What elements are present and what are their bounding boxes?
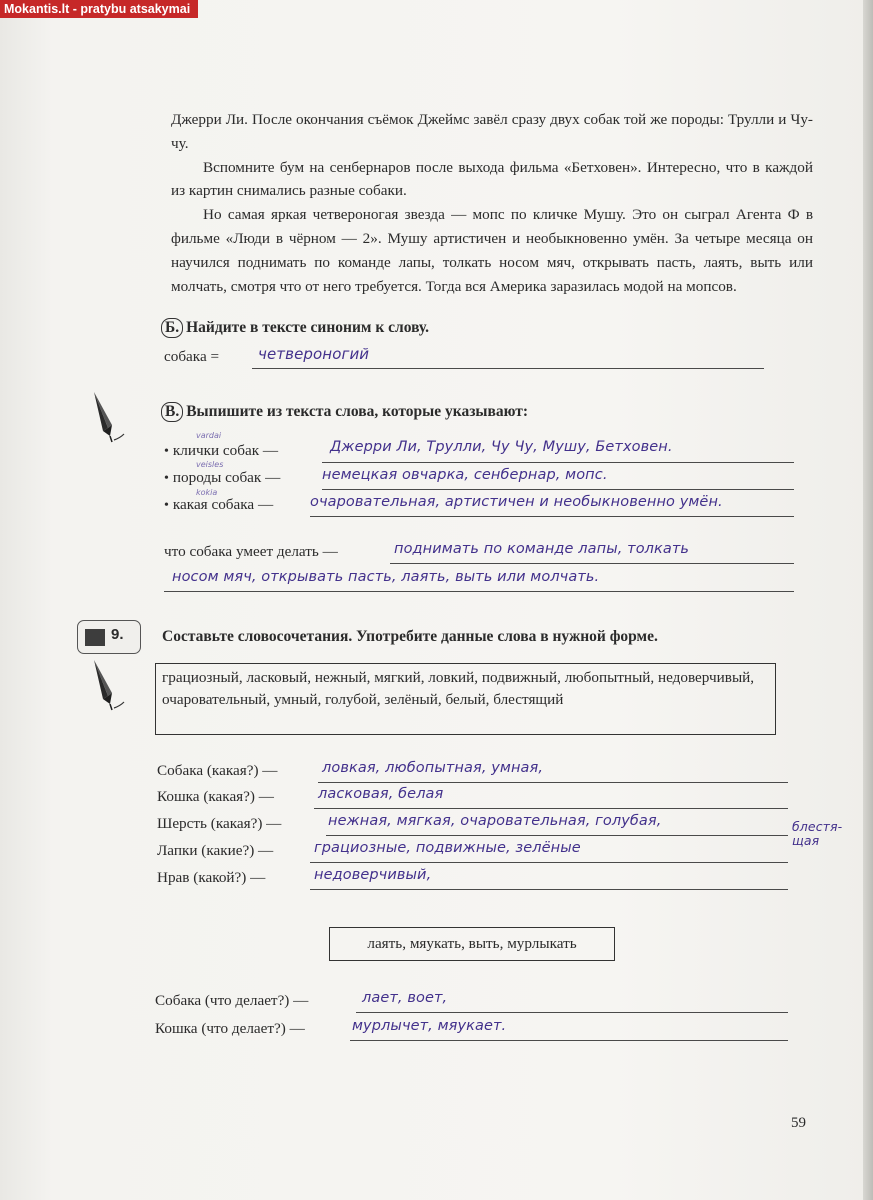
task-v-can-label: что собака умеет делать — [164, 543, 338, 560]
intro-paragraph-3: Но самая яркая четвероногая звезда — мопс по кличке Мушу. Это он сыграл Агента Ф в фильме «Люди в чёрном — 2». Мушу артистичен и необыкновенно умён. За четыре месяца он научился поднимать по команде лапы, толкать носом мяч, открывать пасть, лаять, выть или молчать, смотря что от него требуется. Тогда вся Америка заразилась модой на мопсов. [171, 206, 813, 295]
task-9-row-3-answer: нежная, мягкая, очаровательная, голубая, [328, 813, 662, 829]
task-9-row-2-label: Кошка (какая?) — [157, 788, 274, 805]
task-v-item-1-answer: Джерри Ли, Трулли, Чу Чу, Мушу, Бетховен. [330, 439, 673, 455]
page-edge-shadow [863, 0, 873, 1200]
task-v-item-3: • какая собака — [164, 496, 274, 513]
task-v-item-3-answer: очаровательная, артистичен и необыкновенно умён. [310, 494, 723, 510]
task-9-row-4-answer: грациозные, подвижные, зелёные [314, 840, 581, 856]
task-9-row-3-line [326, 835, 788, 836]
task-9-verb-row-1-label: Собака (что делает?) — [155, 992, 309, 1009]
task-v-item-2-label: породы собак — [172, 469, 281, 486]
task-9-row-5-label: Нрав (какой?) — [157, 869, 266, 886]
task-v-note-3: kokia [196, 488, 218, 497]
task-9-verb-row-2-line [350, 1040, 788, 1041]
task-9-verb-row-1-answer: лает, воет, [362, 990, 448, 1006]
task-b-answer: четвероногий [258, 345, 370, 363]
task-v-item-2-line [322, 489, 794, 490]
task-9-row-5-line [310, 889, 788, 890]
task-9-number: 9. [111, 626, 124, 643]
watermark-label: Mokantis.lt - pratybu atsakymai [0, 0, 198, 18]
task-v-item-3-line [310, 516, 794, 517]
task-9-title: Составьте словосочетания. Употребите данные слова в нужной форме. [162, 628, 658, 645]
task-v-can-line-1 [390, 563, 794, 564]
task-b-answer-line [252, 368, 764, 369]
task-9-badge [77, 620, 141, 654]
task-9-verb-bank: лаять, мяукать, выть, мурлыкать [329, 927, 615, 961]
task-b-title: Найдите в тексте синоним к слову. [186, 319, 429, 336]
task-9-verb-row-1-line [356, 1012, 788, 1013]
task-9-row-2-answer: ласковая, белая [318, 786, 444, 802]
pen-icon [88, 388, 128, 446]
task-v-item-2: • породы собак — [164, 469, 281, 486]
task-v-heading [161, 402, 528, 422]
intro-paragraph-1: Джерри Ли. После окончания съёмок Джеймс завёл сразу двух собак той же породы: Трулли и Чу-чу. [171, 111, 813, 152]
task-9-verb-row-2-label: Кошка (что делает?) — [155, 1020, 305, 1037]
task-v-item-1: • клички собак — [164, 442, 279, 459]
task-9-verb-row-2-answer: мурлычет, мяукает. [352, 1018, 507, 1034]
task-9-row-1-line [318, 782, 788, 783]
page-number: 59 [791, 1115, 806, 1131]
task-9-row-2-line [314, 808, 788, 809]
task-v-note-1: vardai [196, 431, 222, 440]
task-9-margin-note: блестя- щая [792, 819, 843, 848]
task-v-letter: В. [161, 402, 183, 422]
task-v-can-answer-1: поднимать по команде лапы, толкать [394, 541, 690, 557]
task-9-row-1-label: Собака (какая?) — [157, 762, 278, 779]
task-9-row-4-label: Лапки (какие?) — [157, 842, 274, 859]
task-v-item-1-label: клички собак — [172, 442, 279, 459]
task-v-item-1-line [322, 462, 794, 463]
task-v-note-2: veisles [196, 460, 224, 469]
task-9-row-1-answer: ловкая, любопытная, умная, [322, 760, 544, 776]
task-9-badge-square [85, 629, 105, 646]
task-9-word-bank: грациозный, ласковый, нежный, мягкий, ловкий, подвижный, любопытный, недоверчивый, очаровательный, умный, голубой, зелёный, белый, блестящий [155, 663, 776, 735]
task-b-label: собака = [164, 348, 220, 365]
task-v-item-2-answer: немецкая овчарка, сенбернар, мопс. [322, 467, 608, 483]
task-b-heading [161, 318, 429, 338]
task-9-row-5-answer: недоверчивый, [314, 867, 432, 883]
intro-text [171, 108, 813, 298]
task-v-can-line-2 [164, 591, 794, 592]
task-9-row-3-label: Шерсть (какая?) — [157, 815, 282, 832]
intro-paragraph-2: Вспомните бум на сенбернаров после выхода фильма «Бетховен». Интересно, что в каждой из картин снимались разные собаки. [171, 158, 813, 200]
task-b-letter: Б. [161, 318, 183, 338]
task-9-row-4-line [310, 862, 788, 863]
task-v-can-answer-2: носом мяч, открывать пасть, лаять, выть или молчать. [172, 569, 600, 585]
task-v-item-3-label: какая собака — [172, 496, 274, 513]
task-v-title: Выпишите из текста слова, которые указывают: [186, 403, 529, 420]
pen-icon [88, 656, 128, 714]
